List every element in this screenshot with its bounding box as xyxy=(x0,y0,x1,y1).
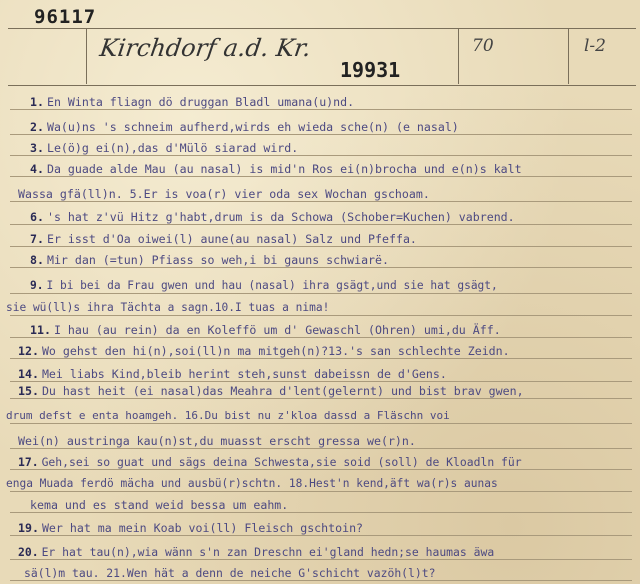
sentence-text: Mei liabs Kind,bleib herint steh,sunst dabeissn de d'Gens. xyxy=(41,367,447,381)
sentence-text: Wei(n) austringa kau(n)st,du muasst erscht gressa we(r)n. xyxy=(18,434,416,448)
ruled-line xyxy=(10,201,632,202)
ruled-line xyxy=(10,491,632,492)
sentence-text: enga Muada ferdö mächa und ausbü(r)schtn. 18.Hest'n kend,äft wa(r)s aunas xyxy=(6,477,498,490)
sentence-number: 9. xyxy=(30,279,44,292)
ruled-line xyxy=(10,176,632,177)
sentence-text: Er isst d'Oa oiwei(l) aune(au nasal) Salz und Pfeffa. xyxy=(46,232,417,246)
sentence-line xyxy=(30,162,522,176)
sentence-line xyxy=(30,141,298,155)
header-code: l-2 xyxy=(584,36,606,56)
ruled-line xyxy=(10,469,632,470)
sentence-line xyxy=(18,187,430,201)
sentence-text: Le(ö)g ei(n),das d'Mülö siarad wird. xyxy=(46,141,299,155)
sentence-text: Wer hat ma mein Koab voi(ll) Fleisch gschtoin? xyxy=(41,521,364,535)
sentence-line xyxy=(18,455,522,469)
sentence-text: Wa(u)ns 's schneim aufherd,wirds eh wieda sche(n) (e nasal) xyxy=(46,120,459,134)
sentence-text: Mir dan (=tun) Pfiass so weh,i bi gauns schwiarë. xyxy=(46,253,389,267)
sentence-text: drum defst e enta hoamgeh. 16.Du bist nu z'kloa dassd a Fläschn voi xyxy=(6,409,450,422)
sentence-number: 4. xyxy=(30,162,44,176)
ruled-line xyxy=(10,246,632,247)
sentence-text: En Winta fliagn dö druggan Bladl umana(u)nd. xyxy=(46,95,355,109)
sentence-line xyxy=(24,566,435,580)
ruled-line xyxy=(10,448,632,449)
sentence-text: 's hat z'vü Hitz g'habt,drum is da Schowa (Schober=Kuchen) vabrend. xyxy=(46,210,515,224)
ruled-line xyxy=(10,267,632,268)
sentence-text: Wassa gfä(ll)n. 5.Er is voa(r) vier oda sex Wochan gschoam. xyxy=(18,187,430,201)
ruled-line xyxy=(10,559,632,560)
ruled-line xyxy=(10,315,632,316)
sentence-line xyxy=(30,253,389,267)
sentence-line xyxy=(18,521,363,535)
sentence-number: 17. xyxy=(18,455,39,469)
ruled-line xyxy=(10,381,632,382)
sentence-line xyxy=(18,434,416,448)
sentence-line xyxy=(30,210,515,224)
sentence-line xyxy=(6,477,498,490)
sentence-number: 2. xyxy=(30,120,44,134)
ruled-line xyxy=(10,580,632,581)
sentence-number: 14. xyxy=(18,367,39,381)
ruled-line xyxy=(10,134,632,135)
sentence-text: Wo gehst den hi(n),soi(ll)n ma mitgeh(n)?13.'s san schlechte Zeidn. xyxy=(41,344,510,358)
sentence-text: I hau (au rein) da en Koleffö um d' Gewaschl (Ohren) umi,du Äff. xyxy=(53,323,501,337)
sentence-line xyxy=(30,120,459,134)
sentence-text: kema und es stand weid bessa um eahm. xyxy=(30,498,289,512)
ruled-line xyxy=(10,535,632,536)
ruled-line xyxy=(10,224,632,225)
sentence-line xyxy=(18,367,447,381)
ruled-line xyxy=(10,293,632,294)
sentence-line xyxy=(18,384,524,398)
sentence-line xyxy=(6,409,450,422)
sentence-text: I bi bei da Frau gwen und hau (nasal) ihra gsägt,und sie hat gsägt, xyxy=(46,279,498,292)
sentence-line xyxy=(30,232,417,246)
sentence-number: 1. xyxy=(30,95,44,109)
ruled-line xyxy=(10,155,632,156)
sentence-text: sä(l)m tau. 21.Wen hät a denn de neiche G'schicht vazöh(l)t? xyxy=(24,566,436,580)
sentence-number: 6. xyxy=(30,210,44,224)
sentence-number: 3. xyxy=(30,141,44,155)
sentence-line xyxy=(30,95,354,109)
place-number: 19931 xyxy=(340,58,401,82)
serial-number: 96117 xyxy=(34,6,97,28)
sentence-number: 20. xyxy=(18,545,39,559)
sentence-text: Er hat tau(n),wia wänn s'n zan Dreschn ei'gland hedn;se haumas äwa xyxy=(41,545,495,559)
sentence-number: 8. xyxy=(30,253,44,267)
sentence-number: 12. xyxy=(18,344,39,358)
ruled-line xyxy=(10,358,632,359)
header-code: 70 xyxy=(472,36,494,56)
sentence-number: 7. xyxy=(30,232,44,246)
sentence-line xyxy=(30,323,501,337)
header-divider xyxy=(86,28,87,84)
sentence-text: sie wü(ll)s ihra Tächta a sagn.10.I tuas a nima! xyxy=(6,301,330,314)
ruled-line xyxy=(10,512,632,513)
place-name: Kirchdorf a.d. Kr. xyxy=(98,34,313,62)
sentence-text: Du hast heit (ei nasal)das Meahra d'lent(gelernt) und bist brav gwen, xyxy=(41,384,524,398)
header-divider xyxy=(568,28,569,84)
ruled-line xyxy=(10,337,632,338)
header-divider xyxy=(458,28,459,84)
ruled-line xyxy=(10,423,632,424)
sentence-line xyxy=(18,545,494,559)
sentence-number: 11. xyxy=(30,323,51,337)
ruled-line xyxy=(10,109,632,110)
sentence-number: 19. xyxy=(18,521,39,535)
sentence-line xyxy=(30,279,498,292)
sentence-number: 15. xyxy=(18,384,39,398)
sentence-text: Geh,sei so guat und sägs deina Schwesta,sie soid (soll) de Kloadln für xyxy=(41,455,522,469)
ruled-line xyxy=(10,398,632,399)
sentence-line xyxy=(18,344,510,358)
sentence-line xyxy=(30,498,288,512)
sentence-text: Da guade alde Mau (au nasal) is mid'n Ros ei(n)brocha und e(n)s kalt xyxy=(46,162,522,176)
sentence-line xyxy=(6,301,329,314)
